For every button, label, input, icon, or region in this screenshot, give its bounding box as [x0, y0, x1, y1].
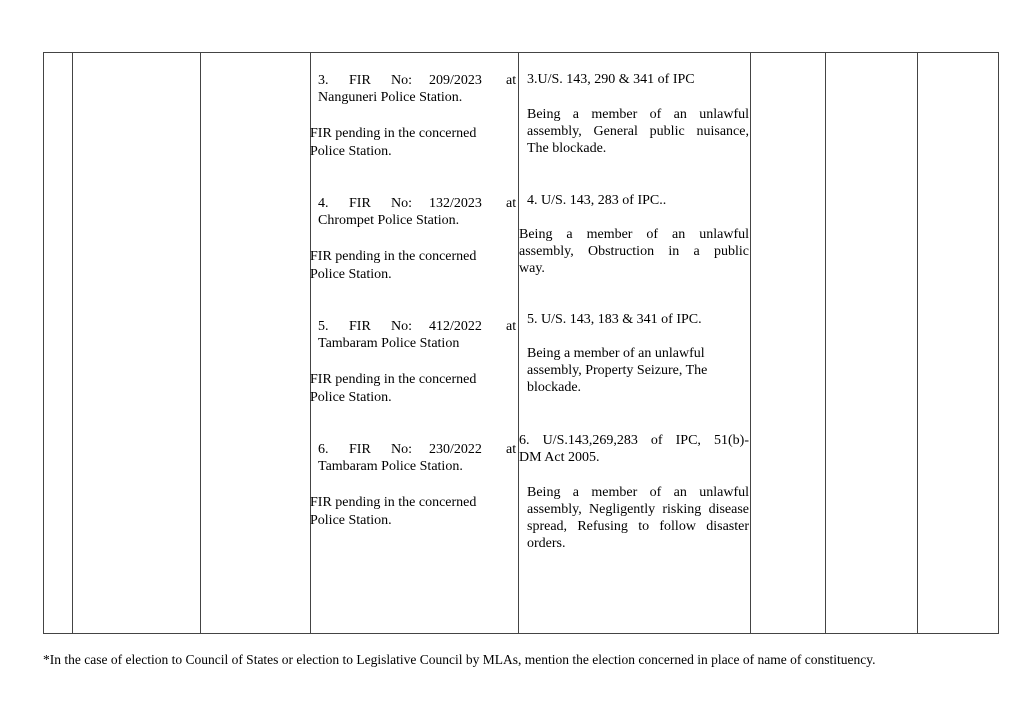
fir-word: FIR — [349, 196, 371, 211]
fir-pending-line: Police Station. — [310, 144, 392, 159]
ipc-sections: 4. U/S. 143, 283 of IPC.. — [527, 193, 667, 208]
fir-no-word: No: — [391, 442, 412, 457]
fir-pending-line: FIR pending in the concerned — [310, 372, 477, 387]
ipc-sections: 6. U/S.143,269,283 of IPC, 51(b)- — [519, 433, 749, 448]
offence-description-line: Being a member of an unlawful — [527, 346, 705, 361]
offence-description-line: assembly, Property Seizure, The — [527, 363, 708, 378]
offence-description-line: Being a member of an unlawful — [527, 107, 749, 122]
offence-description-line: assembly, General public nuisance, — [527, 124, 749, 139]
fir-word: FIR — [349, 319, 371, 334]
offence-description-line: Being a member of an unlawful — [527, 485, 749, 500]
ipc-sections: DM Act 2005. — [519, 450, 600, 465]
offence-description-line: spread, Refusing to follow disaster — [527, 519, 749, 534]
fir-code: 412/2022 — [429, 319, 482, 334]
fir-pending-line: FIR pending in the concerned — [310, 126, 477, 141]
fir-word: FIR — [349, 442, 371, 457]
fir-at-word: at — [506, 196, 517, 211]
column-divider — [518, 52, 519, 634]
fir-no-word: No: — [391, 319, 412, 334]
fir-pending-line: FIR pending in the concerned — [310, 249, 477, 264]
ipc-sections: 5. U/S. 143, 183 & 341 of IPC. — [527, 312, 702, 327]
fir-station: Chrompet Police Station. — [318, 213, 460, 228]
fir-at-word: at — [506, 73, 517, 88]
offence-description-line: The blockade. — [527, 141, 607, 156]
fir-station: Tambaram Police Station — [318, 336, 460, 351]
ipc-sections: 3.U/S. 143, 290 & 341 of IPC — [527, 72, 695, 87]
column-divider — [750, 52, 751, 634]
offence-description-line: assembly, Negligently risking disease — [527, 502, 749, 517]
fir-station: Nanguneri Police Station. — [318, 90, 463, 105]
fir-pending-line: Police Station. — [310, 267, 392, 282]
offence-description-line: blockade. — [527, 380, 582, 395]
fir-word: FIR — [349, 73, 371, 88]
fir-code: 132/2023 — [429, 196, 482, 211]
offence-description-line: way. — [519, 261, 545, 276]
column-divider — [825, 52, 826, 634]
column-divider — [917, 52, 918, 634]
footnote: *In the case of election to Council of States or election to Legislative Council by MLAs, mention the election concerned in place of name of constituency. — [43, 652, 876, 667]
offence-description-line: Being a member of an unlawful — [519, 227, 749, 242]
column-divider — [200, 52, 201, 634]
fir-number-label: 4. — [318, 196, 329, 211]
fir-code: 209/2023 — [429, 73, 482, 88]
fir-code: 230/2022 — [429, 442, 482, 457]
offence-description-line: assembly, Obstruction in a public — [519, 244, 749, 259]
fir-number-label: 3. — [318, 73, 329, 88]
fir-station: Tambaram Police Station. — [318, 459, 463, 474]
fir-no-word: No: — [391, 73, 412, 88]
fir-pending-line: Police Station. — [310, 513, 392, 528]
column-divider — [72, 52, 73, 634]
fir-pending-line: Police Station. — [310, 390, 392, 405]
fir-number-label: 6. — [318, 442, 329, 457]
fir-number-label: 5. — [318, 319, 329, 334]
affidavit-table — [43, 52, 999, 634]
fir-at-word: at — [506, 442, 517, 457]
fir-pending-line: FIR pending in the concerned — [310, 495, 477, 510]
fir-no-word: No: — [391, 196, 412, 211]
offence-description-line: orders. — [527, 536, 566, 551]
fir-at-word: at — [506, 319, 517, 334]
